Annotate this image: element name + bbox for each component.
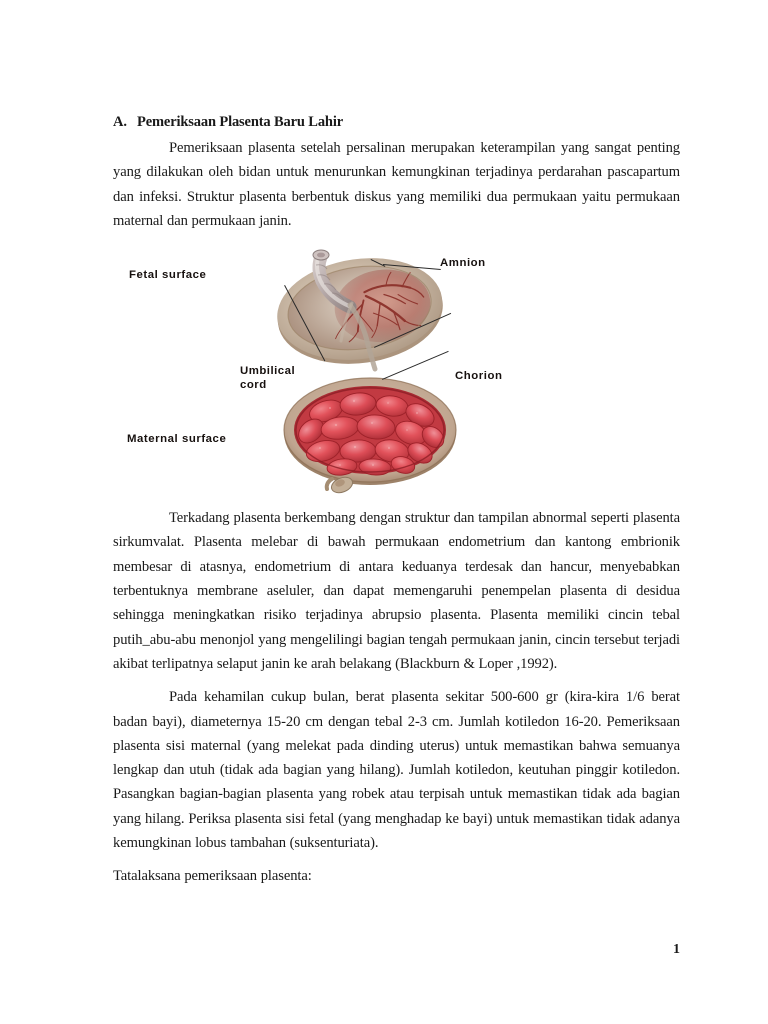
figure-label-chorion: Chorion: [455, 370, 503, 383]
paragraph-1: Pemeriksaan plasenta setelah persalinan merupakan keterampilan yang sangat penting yang dilakukan oleh bidan untuk menurunkan kemungkinan terjadinya perdarahan pascapartum dan infeksi. Struktur plasenta berbentuk diskus yang memiliki dua permukaan yaitu permukaan maternal dan permukaan janin.: [113, 140, 680, 229]
paragraph-2: Terkadang plasenta berkembang dengan struktur dan tampilan abnormal seperti plasenta sirkumvalat. Plasenta melebar di bawah permukaan endometrium dan kantong embrionik membesar di atasnya, endometrium di antara keduanya terdesak dan hancur, menyebabkan terbentuknya membrane aseluler, dan dapat memengaruhi penempelan plasenta di desidua sehingga meningkatkan risiko terjadinya abrupsio plasenta. Plasenta memiliki cincin tebal putih_abu-abu menonjol yang mengelilingi bagian tengah permukaan janin, cincin tersebut terjadi akibat terlipatnya selaput janin ke arah belakang (Blackburn & Loper ,1992).: [113, 510, 680, 672]
section-heading: [113, 112, 680, 132]
figure-label-umbilical-cord: [240, 364, 295, 392]
figure-label-amnion: Amnion: [440, 257, 486, 270]
placenta-figure: [113, 239, 680, 497]
paragraph-3: Pada kehamilan cukup bulan, berat plasenta sekitar 500-600 gr (kira-kira 1/6 berat badan bayi), diameternya 15-20 cm dengan tebal 2-3 cm. Jumlah kotiledon 16-20. Pemeriksaan plasenta sisi maternal (yang melekat pada dinding uterus) untuk memastikan bahwa semuanya lengkap dan utuh (tidak ada bagian yang hilang). Jumlah kotiledon, keutuhan pinggir kotiledon. Pasangkan bagian-bagian plasenta yang robek atau terpisah untuk memastikan tidak ada bagian yang hilang. Periksa plasenta sisi fetal (yang menghadap ke bayi) untuk memastikan tidak adanya kemungkinan lobus tambahan (suksenturiata).: [113, 689, 680, 852]
page-number: 1: [673, 942, 680, 957]
heading-text: Pemeriksaan Plasenta Baru Lahir: [137, 114, 343, 130]
page-content: [113, 112, 680, 891]
fetal-surface-illustration: [255, 245, 465, 373]
figure-label-fetal-surface: Fetal surface: [129, 269, 207, 282]
maternal-surface-illustration: [270, 375, 470, 495]
heading-marker: A.: [113, 114, 127, 130]
figure-label-maternal-surface: Maternal surface: [127, 433, 227, 446]
figure-label-umbilical-cord-line1: Umbilical: [240, 365, 296, 378]
figure-label-umbilical-cord-line2: cord: [240, 379, 267, 392]
closing-line: Tatalaksana pemeriksaan plasenta:: [113, 868, 312, 885]
